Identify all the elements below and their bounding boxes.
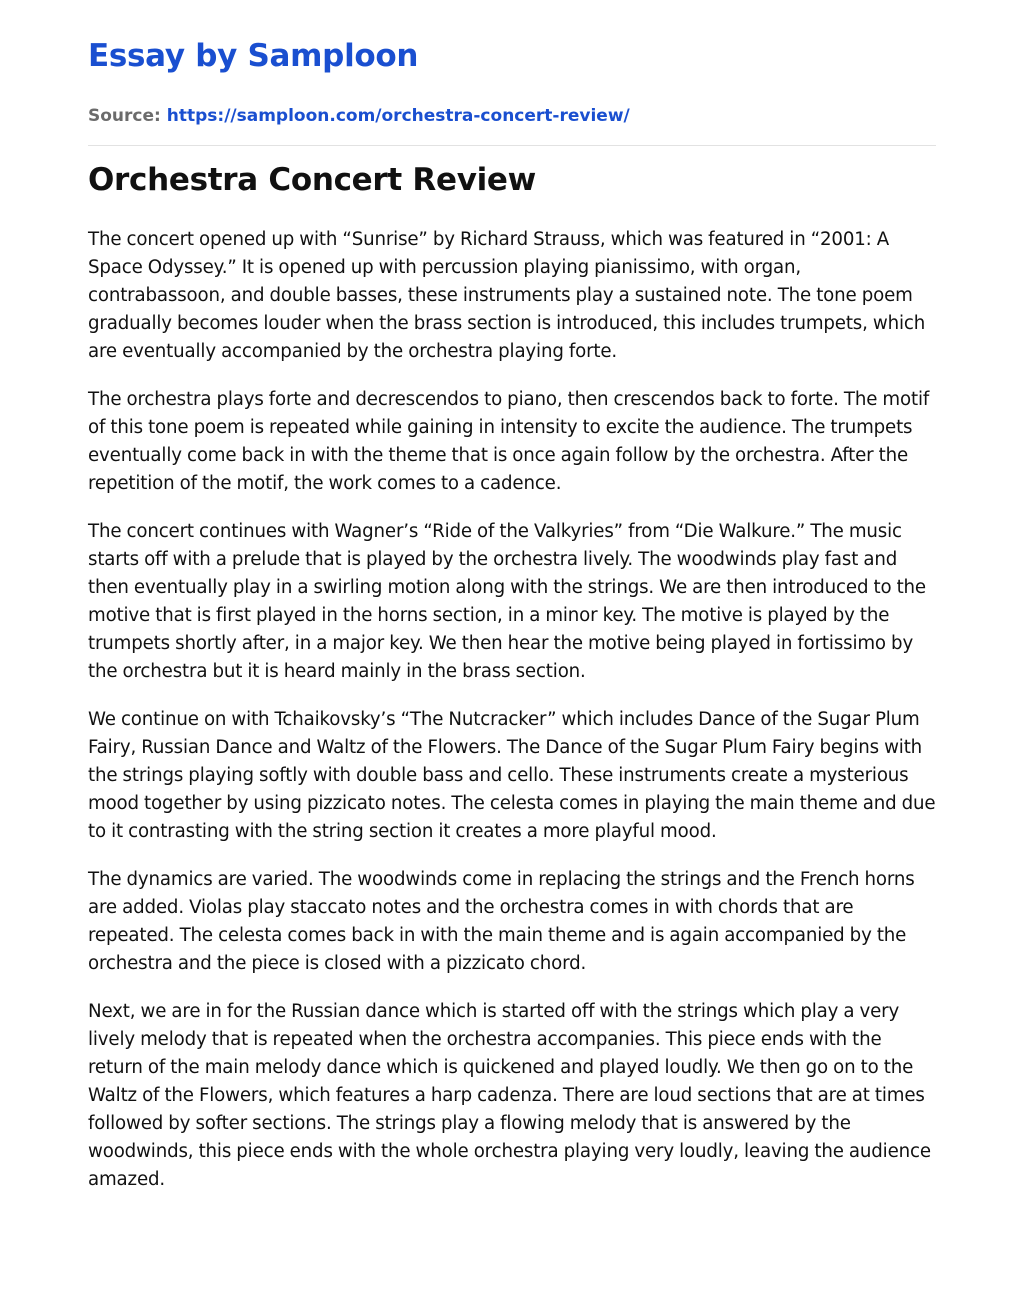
essay-paragraph-1: The concert opened up with “Sunrise” by Richard Strauss, which was featured in “2001: A Space Odyssey.” It is opened up with percussion playing pianissimo, with organ, contrabassoon, and double basses, these instruments play a sustained note. The tone poem gradually becomes louder when the brass section is introduced, this includes trumpets, which are eventually accompanied by the orchestra playing forte.	[88, 229, 926, 362]
source-line	[88, 104, 936, 128]
essay-paragraph-4: We continue on with Tchaikovsky’s “The Nutcracker” which includes Dance of the Sugar Plum Fairy, Russian Dance and Waltz of the Flowers. The Dance of the Sugar Plum Fairy begins with the strings playing softly with double bass and cello. These instruments create a mysterious mood together by using pizzicato notes. The celesta comes in playing the main theme and due to it contrasting with the string section it creates a more playful mood.	[88, 709, 936, 842]
brand-title: Essay by Samploon	[88, 38, 419, 74]
source-label: Source:	[88, 106, 161, 126]
source-link[interactable]: https://samploon.com/orchestra-concert-review/	[166, 106, 630, 126]
essay-body	[88, 226, 936, 1194]
essay-title: Orchestra Concert Review	[88, 162, 536, 198]
essay-paragraph-5: The dynamics are varied. The woodwinds come in replacing the strings and the French horns are added. Violas play staccato notes and the orchestra comes in with chords that are repeated. The celesta comes back in with the main theme and is again accompanied by the orchestra and the piece is closed with a pizzicato chord.	[88, 869, 915, 974]
essay-paragraph-3: The concert continues with Wagner’s “Ride of the Valkyries” from “Die Walkure.” The music starts off with a prelude that is played by the orchestra lively. The woodwinds play fast and then eventually play in a swirling motion along with the strings. We are then introduced to the motive that is first played in the horns section, in a minor key. The motive is played by the trumpets shortly after, in a major key. We then hear the motive being played in fortissimo by the orchestra but it is heard mainly in the brass section.	[88, 521, 926, 682]
essay-paragraph-6: Next, we are in for the Russian dance which is started off with the strings which play a very lively melody that is repeated when the orchestra accompanies. This piece ends with the return of the main melody dance which is quickened and played loudly. We then go on to the Waltz of the Flowers, which features a harp cadenza. There are loud sections that are at times followed by softer sections. The strings play a flowing melody that is answered by the woodwinds, this piece ends with the whole orchestra playing very loudly, leaving the audience amazed.	[88, 1001, 931, 1190]
header-divider	[88, 145, 936, 146]
essay-paragraph-2: The orchestra plays forte and decrescendos to piano, then crescendos back to forte. The motif of this tone poem is repeated while gaining in intensity to excite the audience. The trumpets eventually come back in with the theme that is once again follow by the orchestra. After the repetition of the motif, the work comes to a cadence.	[88, 389, 930, 494]
